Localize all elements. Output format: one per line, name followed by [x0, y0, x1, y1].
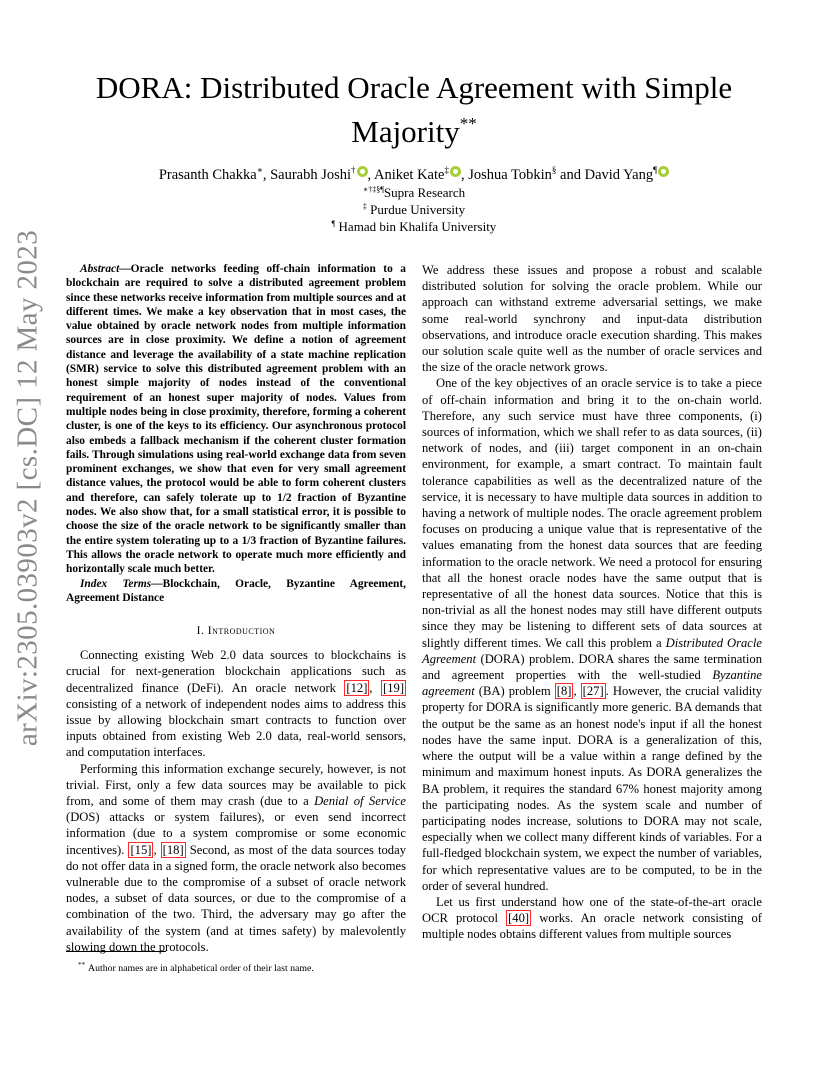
paragraph-text: Second, as most of the data sources today do not offer data in a signed form, the oracle network also becomes vulnerable due to the compromise of a subset of oracle network nodes, a subset of data sources, or due to the compromise of a combination of the two. Third, the adversary may go after the availability of the system (and at times safety) by malevolently slowing down the protocols. — [66, 842, 406, 954]
index-terms-text: Blockchain, Oracle, Byzantine Agreement, Agreement Distance — [66, 577, 406, 604]
paragraph-text: . However, the crucial validity property for DORA is significantly more generic. BA demands that the output be the same as an honest node's input if all the honest nodes have the same input. DORA is a generalization of this, where the output will be a value within a range defined by the minimum and maximum honest inputs. As DORA generalizes the BA problem, it requires the standard 67% honest majority among the participating nodes. As the system scale and number of participating nodes increase, solutions to DORA may not scale, especially when we collect many different kinds of variables. For a full-fledged blockchain system, we expect the number of variables, for which representative values are to be computed, to be in the order of several hundred. — [422, 684, 762, 893]
affiliation-name: Purdue University — [370, 202, 466, 217]
author-sup: † — [351, 165, 356, 175]
footnote — [78, 959, 314, 975]
affiliation-name: Supra Research — [383, 185, 466, 200]
footnote-text: Author names are in alphabetical order of their last name. — [88, 963, 314, 974]
paragraph-text: Connecting existing Web 2.0 data sources to blockchains is crucial for next-generation blockchain applications such as decentralized finance (DeFi). An oracle network — [66, 648, 406, 695]
paper-title — [60, 70, 768, 150]
orcid-icon[interactable] — [658, 166, 669, 177]
citation-link[interactable]: [27] — [582, 684, 604, 699]
paragraph-text: We address these issues and propose a robust and scalable distributed solution for solving the oracle problem. While our approach can withstand extreme adversarial settings, we make some real-world synchrony and input-data distribution observations, and introduce oracle execution sharding. This makes our solution scale quite well as the number of oracle services and the size of the oracle network grows. — [422, 263, 762, 375]
arxiv-sidebar — [8, 229, 48, 747]
affiliation — [60, 215, 768, 235]
affiliation-name: Hamad bin Khalifa University — [338, 219, 497, 234]
section-number: I. — [196, 625, 205, 638]
paragraph — [422, 262, 762, 375]
paragraph-text: (DOS) attacks or system failures), or even send incorrect information (due to a system compromise or some economic incentives). — [66, 810, 406, 857]
arxiv-identifier: arXiv:2305.03903v2 [cs.DC] 12 May 2023 — [11, 229, 44, 747]
affiliation-sup: ∗†‡§¶ — [362, 185, 384, 194]
paragraph-text: (DORA) problem. DORA shares the same termination and agreement properties with the well-studied — [422, 651, 762, 683]
paragraph-text: consisting of a network of independent nodes aims to address this issue by allowing blockchain smart contracts to function over inputs obtained from existing Web 2.0 data, real-world sensors, and computation interfaces. — [66, 696, 406, 760]
citation-link[interactable]: [12] — [346, 680, 368, 695]
paragraph — [422, 375, 762, 894]
title-line-1: DORA: Distributed Oracle Agreement with Simple — [95, 70, 733, 105]
emphasis-text: Denial of Service — [314, 793, 406, 808]
abstract-label: Abstract — [80, 263, 120, 275]
paragraph-text: , — [369, 680, 382, 695]
emphasis-text: Distributed Oracle Agreement — [422, 635, 762, 666]
section-title: Introduction — [207, 625, 276, 638]
citation-link[interactable]: [15] — [130, 842, 152, 857]
citation-link[interactable]: [40] — [508, 911, 530, 926]
orcid-icon[interactable] — [357, 166, 368, 177]
author-sup: ‡ — [444, 165, 449, 175]
paragraph-text: works. An oracle network consisting of multiple nodes obtains different values from multiple sources — [422, 911, 762, 942]
author-name: Joshua Tobkin — [468, 167, 552, 183]
author-name: Saurabh Joshi — [270, 167, 352, 183]
affiliation-sup: ‡ — [362, 202, 367, 211]
footnote-divider — [66, 951, 166, 952]
orcid-icon[interactable] — [450, 166, 461, 177]
abstract — [66, 262, 406, 577]
paragraph-text: , — [153, 842, 161, 857]
section-heading — [66, 625, 406, 637]
paragraph — [66, 647, 406, 760]
abstract-text: Oracle networks feeding off-chain information to a blockchain are required to solve a distributed agreement problem since these networks receive information from multiple sources and at different times. We make a key observation that in most cases, the value obtained by oracle network nodes from multiple information sources are in close proximity. We define a notion of agreement distance and leverage the availability of a state machine replication (SMR) service to solve this distributed agreement problem with an honest simple majority of nodes instead of the conventional requirement of an honest super majority of nodes. Values from multiple nodes being in close proximity, therefore, forming a coherent cluster, is one of the keys to its efficiency. Our asynchronous protocol also embeds a fallback mechanism if the coherent cluster formation fails. Through simulations using real-world exchange data from seven prominent exchanges, we show that even for very small agreement distance values, the protocol would be able to form coherent clusters and therefore, can safely tolerate up to 1/2 fraction of Byzantine nodes. We also show that, for a small statistical error, it is possible to choose the size of the oracle network to be significantly smaller than the entire system tolerating up to a 1/3 fraction of Byzantine failures. This allows the oracle network to operate much more efficiently and horizontally scale much better. — [66, 263, 406, 576]
paragraph-text: Let us first understand how one of the state-of-the-art oracle OCR protocol — [422, 894, 762, 926]
paragraph-text: , — [573, 684, 581, 699]
citation-link[interactable]: [18] — [162, 842, 184, 857]
index-terms-dash: — — [151, 577, 163, 590]
index-terms — [66, 577, 406, 606]
footnote-mark: ** — [78, 961, 85, 969]
emphasis-text: Byzantine agreement — [422, 668, 762, 699]
paragraph-text: (BA) problem — [474, 684, 555, 699]
author-sup: ∗ — [256, 165, 263, 175]
index-terms-label: Index Terms — [80, 577, 152, 590]
author-name: Aniket Kate — [373, 167, 445, 183]
paragraph-text: One of the key objectives of an oracle service is to take a piece of off-chain information and bring it to the on-chain world. Therefore, any such service must have three components, (i) sources of information, which we shall refer to as data sources, (ii) network of nodes, and (iii) target component in an on-chain environment, for example, a smart contract. To maintain fault tolerance capabilities as well as the decentralized nature of the service, it is necessary to have multiple data sources in addition to having a network of multiple nodes. The oracle agreement problem focuses on producing a unique value that is representative of the values emanating from the honest data sources that are feeding information to the oracle network. We need a protocol for ensuring that all the honest oracle nodes have the same output that is representative of all the honest data sources. Notice that this is non-trivial as all the honest nodes may still have different outputs since they may be listening to different sets of data sources at slightly different times. We call this problem a — [422, 376, 762, 650]
title-line-2: Majority — [351, 114, 460, 149]
abstract-dash: — — [119, 263, 131, 275]
author-sup: ¶ — [653, 165, 658, 175]
citation-link[interactable]: [19] — [383, 680, 405, 695]
author-list: Prasanth Chakka∗, Saurabh Joshi† , Aniket Kate‡ , Joshua Tobkin§ and David Yang¶ — [60, 161, 768, 184]
paragraph — [66, 761, 406, 955]
author-name: David Yang — [584, 167, 654, 183]
author-conjunction: and — [560, 167, 581, 183]
author-name: Prasanth Chakka — [158, 167, 257, 183]
right-column — [422, 262, 762, 943]
paragraph-text: Performing this information exchange securely, however, is not trivial. First, only a few data sources may be available to pick from, and some of them may crash (due to a — [66, 761, 406, 808]
citation-link[interactable]: [8] — [556, 684, 572, 699]
left-column — [66, 262, 406, 955]
title-footnote-mark: ** — [459, 114, 477, 133]
affiliation-sup: ¶ — [331, 219, 336, 228]
author-sup: § — [551, 165, 557, 175]
paragraph — [422, 894, 762, 943]
